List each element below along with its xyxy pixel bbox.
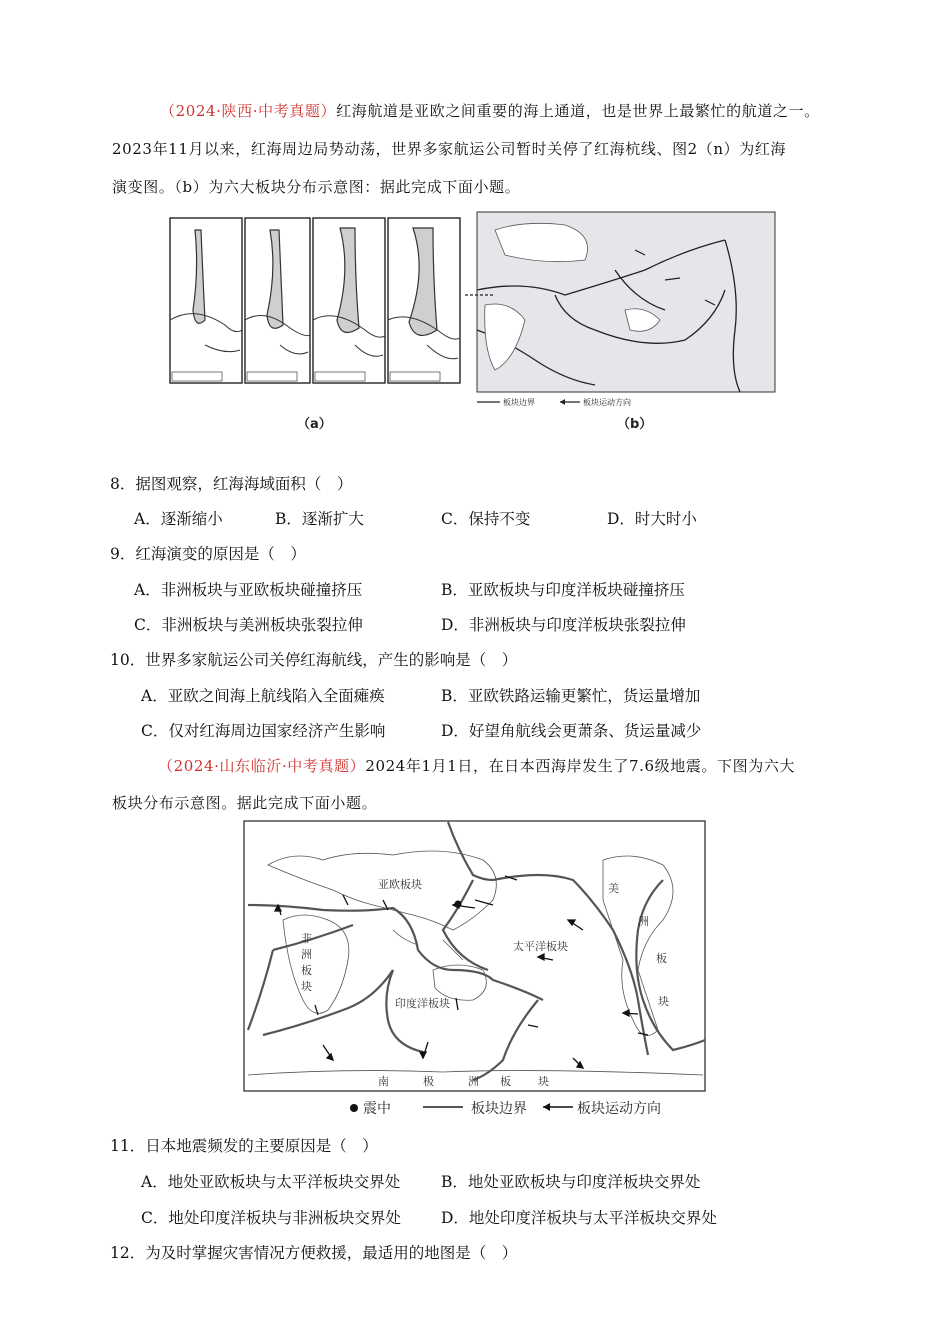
q11-option-b[interactable]: B．地处亚欧板块与印度洋板块交界处 [441,1173,701,1191]
figure-red-sea-svg [165,210,780,435]
q11-option-d[interactable]: D．地处印度洋板块与太平洋板块交界处 [441,1209,717,1227]
legend-boundary: 板块边界 [471,1101,527,1117]
figure-label-a: （a） [297,417,332,432]
epicenter-dot [455,901,462,908]
question-9-stem: 9．红海演变的原因是（ ） [110,545,306,563]
q10-option-d[interactable]: D．好望角航线会更萧条、货运量减少 [441,722,702,740]
q10-option-a[interactable]: A．亚欧之间海上航线陷入全面瘫痪 [141,687,385,705]
question-10-stem: 10．世界多家航运公司关停红海航线，产生的影响是（ ） [110,651,518,669]
label-antarctic-2: 极 [423,1075,434,1088]
legend-direction: 板块运动方向 [577,1101,661,1117]
q8-option-b[interactable]: B．逐渐扩大 [275,510,364,528]
label-antarctic-3: 洲 [468,1075,479,1088]
intro1-line3: 演变图。（b）为六大板块分布示意图：据此完成下面小题。 [112,178,521,196]
intro1-line1 [160,100,820,121]
q10-option-b[interactable]: B．亚欧铁路运输更繁忙，货运量增加 [441,687,701,705]
label-antarctic-4: 板 [500,1075,511,1088]
q9-option-a[interactable]: A．非洲板块与亚欧板块碰撞挤压 [134,581,363,599]
figure-red-sea [165,210,780,435]
legend-direction-small: 板块运动方向 [583,398,631,407]
label-antarctic-5: 块 [538,1075,549,1088]
label-african-1: 非 [301,932,312,945]
intro1-text: 红海航道是亚欧之间重要的海上通道，也是世界上最繁忙的航道之一。 [336,102,820,120]
question-11-stem: 11．日本地震频发的主要原因是（ ） [110,1137,378,1155]
q9-option-d[interactable]: D．非洲板块与印度洋板块张裂拉伸 [441,616,686,634]
label-american-4: 块 [658,995,669,1008]
q9-option-c[interactable]: C．非洲板块与美洲板块张裂拉伸 [134,616,363,634]
q8-option-a[interactable]: A．逐渐缩小 [134,510,223,528]
intro2-text: 2024年1月1日，在日本西海岸发生了7.6级地震。下图为六大 [365,757,796,775]
label-american-1: 美 [608,882,619,895]
intro2-line1 [158,755,795,776]
figure-label-b: （b） [617,417,653,432]
label-african-2: 洲 [301,948,312,961]
q10-option-c[interactable]: C．仅对红海周边国家经济产生影响 [141,722,386,740]
source-tag: （2024·陕西·中考真题） [160,102,337,120]
q8-option-c[interactable]: C．保持不变 [441,510,531,528]
label-indian-plate: 印度洋板块 [395,997,450,1010]
legend-epicenter: 震中 [363,1101,391,1117]
legend-boundary-small: 板块边界 [503,398,535,407]
q11-option-a[interactable]: A．地处亚欧板块与太平洋板块交界处 [141,1173,401,1191]
q9-option-b[interactable]: B．亚欧板块与印度洋板块碰撞挤压 [441,581,685,599]
question-8-stem: 8．据图观察，红海海域面积（ ） [110,475,353,493]
figure-world-plates [243,820,708,1120]
world-plates-svg [243,820,708,1120]
intro2-line2: 板块分布示意图。据此完成下面小题。 [112,794,378,812]
q11-option-c[interactable]: C．地处印度洋板块与非洲板块交界处 [141,1209,401,1227]
label-african-3: 板 [301,964,312,977]
label-american-3: 板 [656,952,667,965]
label-eurasian-plate: 亚欧板块 [378,878,422,891]
intro1-line2: 2023年11月以来，红海周边局势动荡，世界多家航运公司暂时关停了红海杭线、图2（n）为红海 [112,140,787,158]
source-tag-2: （2024·山东临沂·中考真题） [158,757,366,775]
label-antarctic-1: 南 [378,1075,389,1088]
label-pacific-plate: 太平洋板块 [513,940,568,953]
label-american-2: 洲 [638,915,649,928]
q8-option-d[interactable]: D．时大时小 [607,510,697,528]
label-african-4: 块 [301,980,312,993]
question-12-stem: 12．为及时掌握灾害情况方便救援，最适用的地图是（ ） [110,1244,518,1262]
